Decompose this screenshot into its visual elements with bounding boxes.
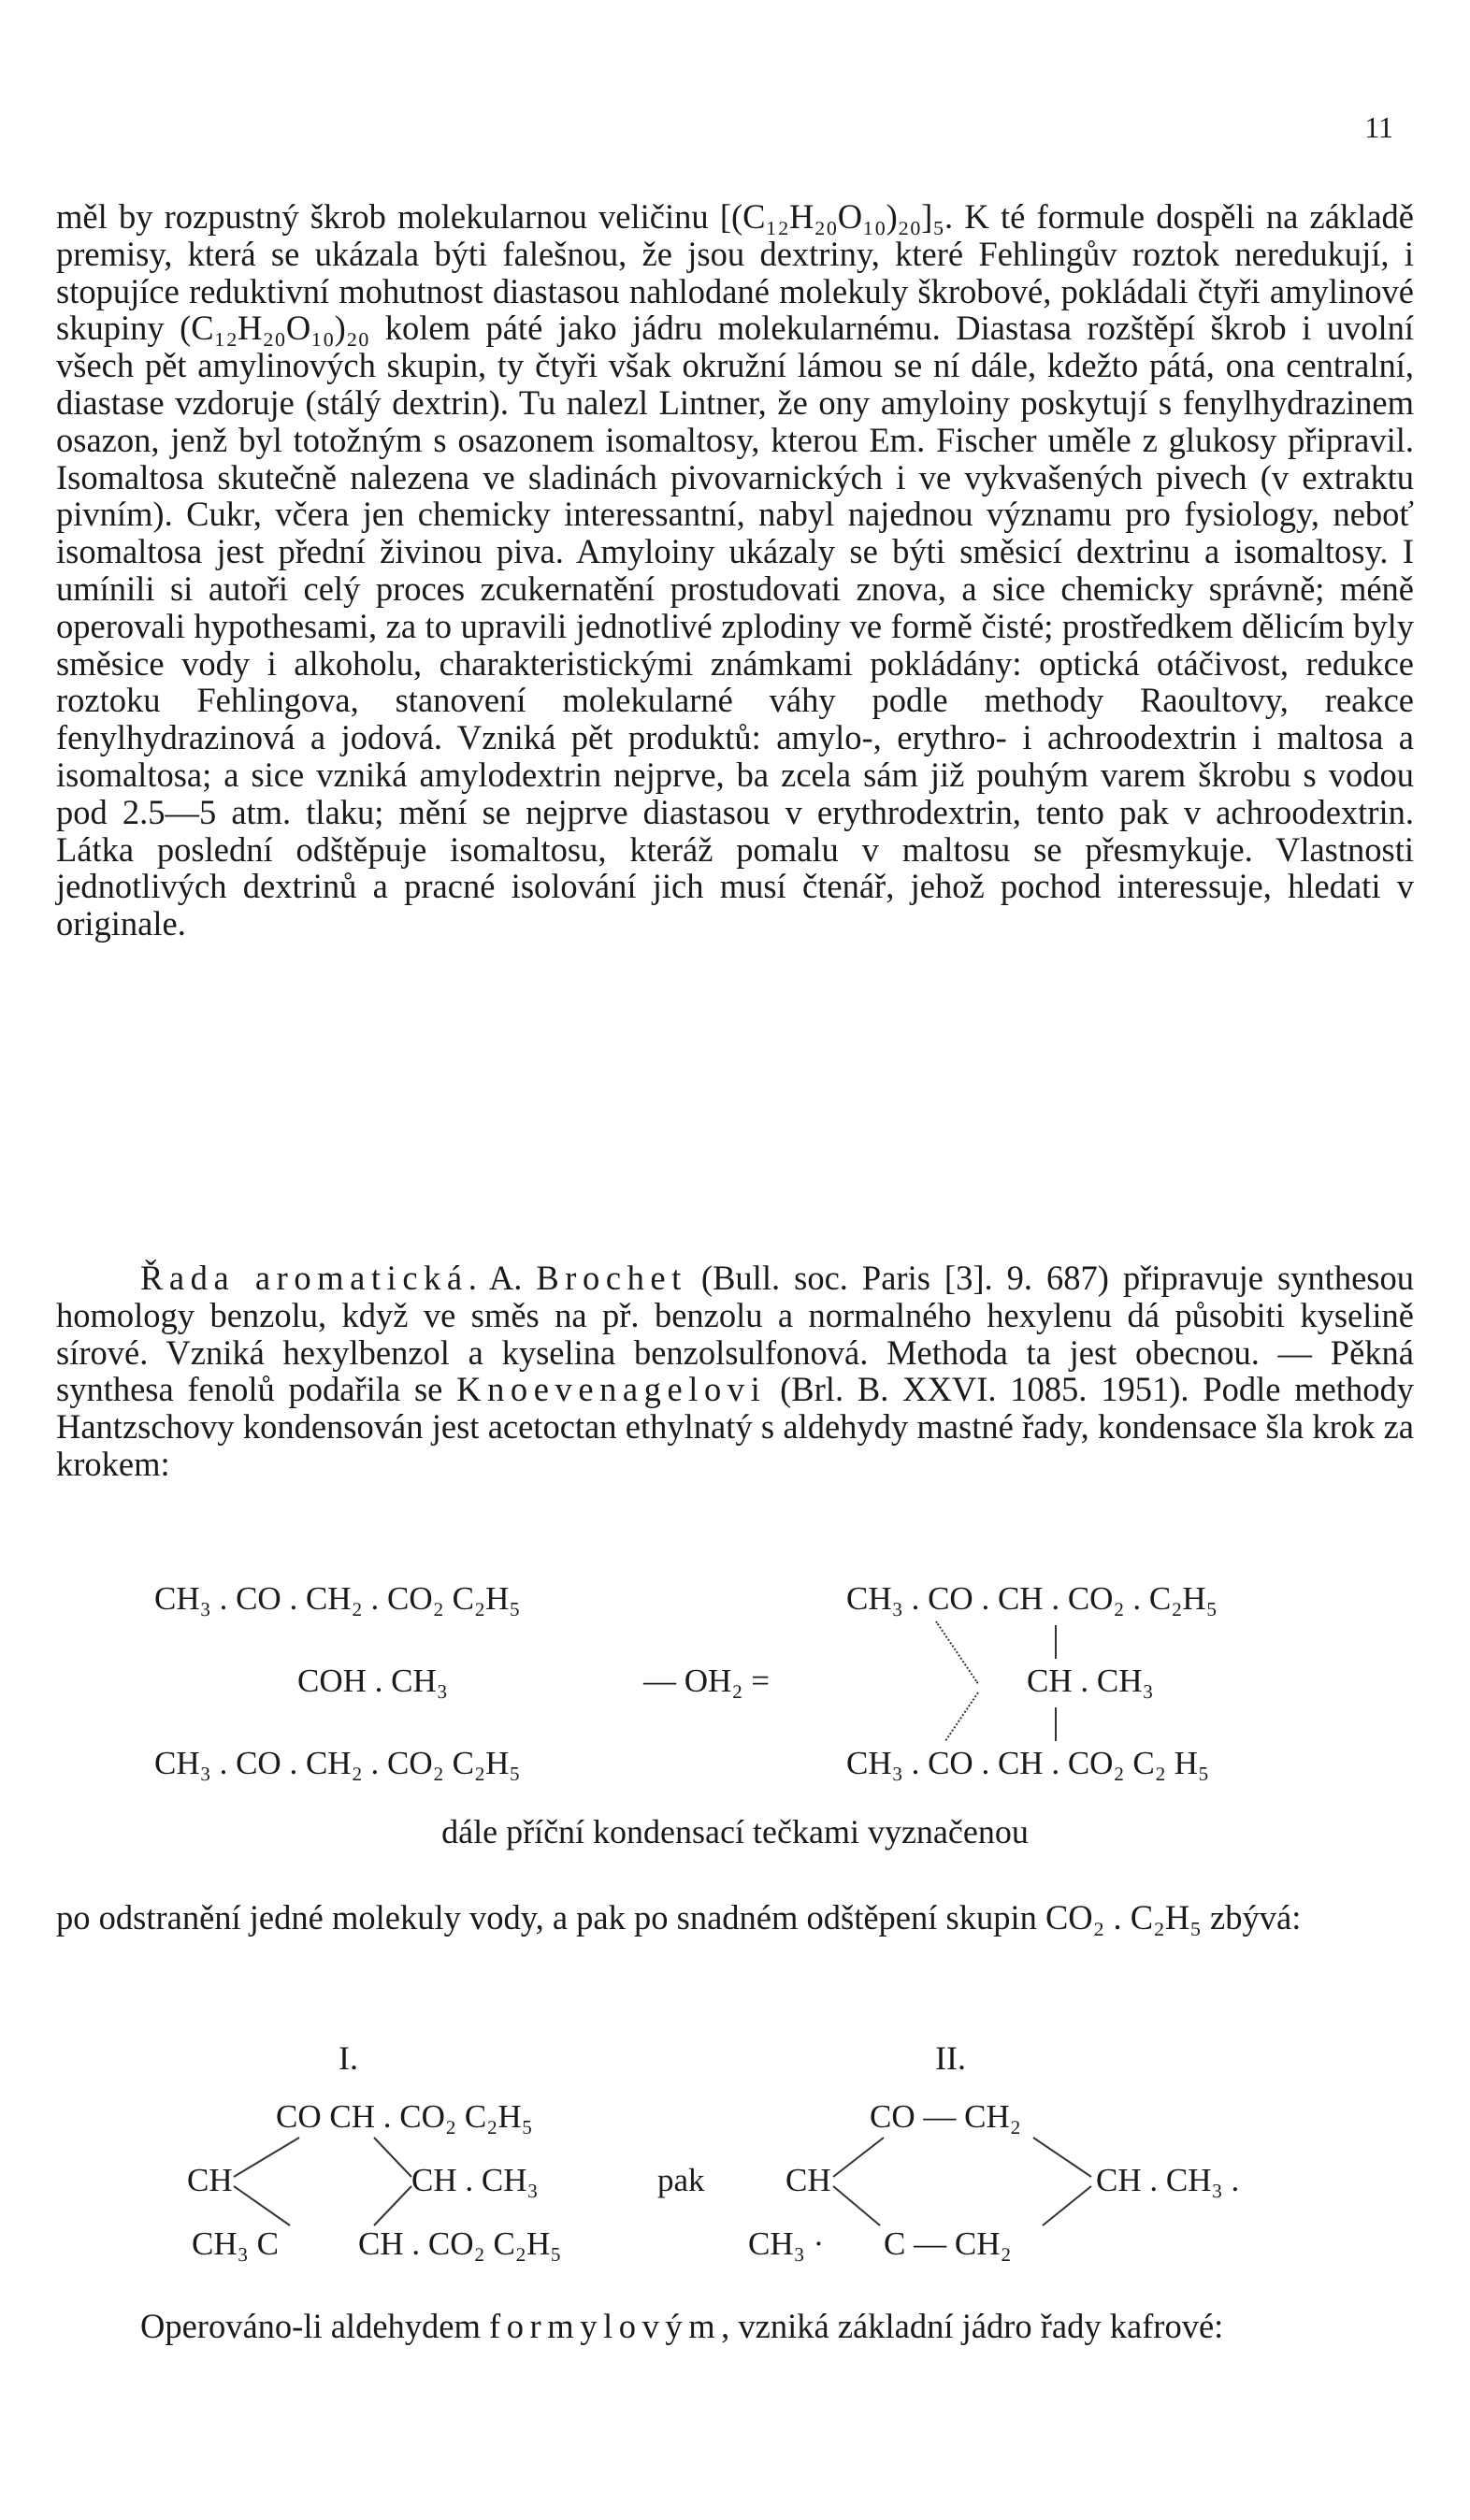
page-number: 11 [1364, 110, 1393, 144]
scheme1-left-top: CH₃ . CO . CH₂ . CO₂ C₂H₅ [154, 1580, 521, 1617]
paragraph-starch-dextrins: měl by rozpustný škrob molekularnou veličinu [(C₁₂H₂₀O₁₀)₂₀]₅. K té formule dospěli na základě premisy, která se ukázala býti falešnou, že jsou dextriny, které Fehlingův roztok neredukují, i stopujíce reduktivní mohutnost diastasou nahlodané molekuly škrobové, pokládali čtyři amylinové skupiny (C₁₂H₂₀O₁₀)₂₀ kolem páté jako jádru molekularnému. Diastasa rozštěpí škrob i uvolní všech pět amylinových skupin, ty čtyři však okružní lámou se ní dále, kdežto pátá, ona centralní, diastase vzdoruje (stálý dextrin). Tu nalezl Lintner, že ony amyloiny poskytují s fenylhydrazinem osazon, jenž byl totožným s osazonem isomaltosy, kterou Em. Fischer uměle z glukosy připravil. Isomaltosa skutečně nalezena ve sladinách pivovarnických i ve vykvašených pivech (v extraktu pivním). Cukr, včera jen chemicky interessantní, nabyl najednou významu pro fysiology, neboť isomaltosa jest přední živinou piva. Amyloiny ukázaly se býti směsicí dextrinu a isomaltosy. I umínili si autoři celý proces zcukernatění prostudovati znova, a sice chemicky správně; méně operovali hypothesami, za to upravili jednotlivé zplodiny ve formě čisté; prostředkem dělicím byly směsice vody i alkoholu, charakteristickými známkami pokládány: optická otáčivost, redukce roztoku Fehlingova, stanovení molekularné váhy podle methody Raoultovy, reakce fenylhydrazinová a jodová. Vzniká pět produktů: amylo-, erythro- i achroodextrin i maltosa a isomaltosa; a sice vzniká amylodextrin nejprve, ba zcela sám již pouhým varem škrobu s vodou pod 2.5—5 atm. tlaku; mění se nejprve diastasou v erythrodextrin, tento pak v achroodextrin. Látka poslední odštěpuje isomaltosu, kteráž pomalu v maltosu se přesmykuje. Vlastnosti jednotlivých dextrinů a pracné isolování jich musí čtenář, jehož pochod interessuje, hledati v originale. [56, 197, 1414, 943]
scheme1-bond-bottom [1055, 1707, 1057, 1741]
scheme2-I-left: CH [187, 2162, 233, 2198]
scheme2-II-top: CO — CH₂ [870, 2098, 1021, 2135]
scheme1-caption: dále příční kondensací tečkami vyznačenou [441, 1813, 1029, 1850]
scheme2-I-ring-bonds [224, 2132, 449, 2235]
scheme2-I-right: CH . CH₃ [411, 2162, 539, 2198]
scheme2-label-II: II. [935, 2039, 966, 2077]
scheme2-I-bottom-right: CH . CO₂ C₂H₅ [358, 2225, 562, 2262]
scheme2-II-left: CH [785, 2162, 831, 2198]
scheme2-II-bottom-left: CH₃ · [748, 2225, 825, 2262]
scheme1-bond-top [1055, 1625, 1057, 1659]
scheme2-II-ring-bonds [828, 2132, 1108, 2235]
scheme1-right-mid: CH . CH₃ [1027, 1663, 1154, 1699]
scheme1-left-bot: CH₃ . CO . CH₂ . CO₂ C₂H₅ [154, 1745, 521, 1781]
scheme1-dotted-bond-lower [945, 1692, 979, 1741]
scheme2-II-right: CH . CH₃ . [1096, 2162, 1240, 2198]
scheme1-left-mid: COH . CH₃ [297, 1663, 448, 1699]
paragraph-water-removal: po odstranění jedné molekuly vody, a pak po snadném odštěpení skupin CO₂ . C₂H₅ zbývá: [56, 1898, 1302, 1937]
scheme2-II-bottom-right: C — CH₂ [884, 2225, 1012, 2262]
scheme2-label-I: I. [339, 2039, 358, 2077]
scheme2-I-top: CO CH . CO₂ C₂H₅ [276, 2098, 533, 2135]
scheme2-pak: pak [657, 2162, 705, 2198]
paragraph-aromatic-series: Řada aromatická. A. Brochet (Bull. soc. Paris [3]. 9. 687) připravuje synthesou homology benzolu, když ve směs na př. benzolu a normalného hexylenu dá působiti kyselině sírové. Vzniká hexylbenzol a kyselina benzolsulfonová. Methoda ta jest obecnou. — Pěkná synthesa fenolů podařila se Knoevenagelovi (Brl. B. XXVI. 1085. 1951). Podle methody Hantzschovy kondensován jest acetoctan ethylnatý s aldehydy mastné řady, kondensace šla krok za krokem: [56, 1259, 1414, 1483]
paragraph-formaldehyde: Operováno-li aldehydem formylovým, vzniká základní jádro řady kafrové: [140, 2307, 1224, 2345]
scheme2-I-bottom-left: CH₃ C [192, 2225, 279, 2262]
scheme1-dotted-bond-upper [935, 1620, 978, 1683]
scheme1-right-top: CH₃ . CO . CH . CO₂ . C₂H₅ [846, 1580, 1218, 1617]
scheme1-right-bot: CH₃ . CO . CH . CO₂ C₂ H₅ [846, 1745, 1210, 1781]
scheme1-minus-water: — OH₂ = [643, 1663, 770, 1699]
